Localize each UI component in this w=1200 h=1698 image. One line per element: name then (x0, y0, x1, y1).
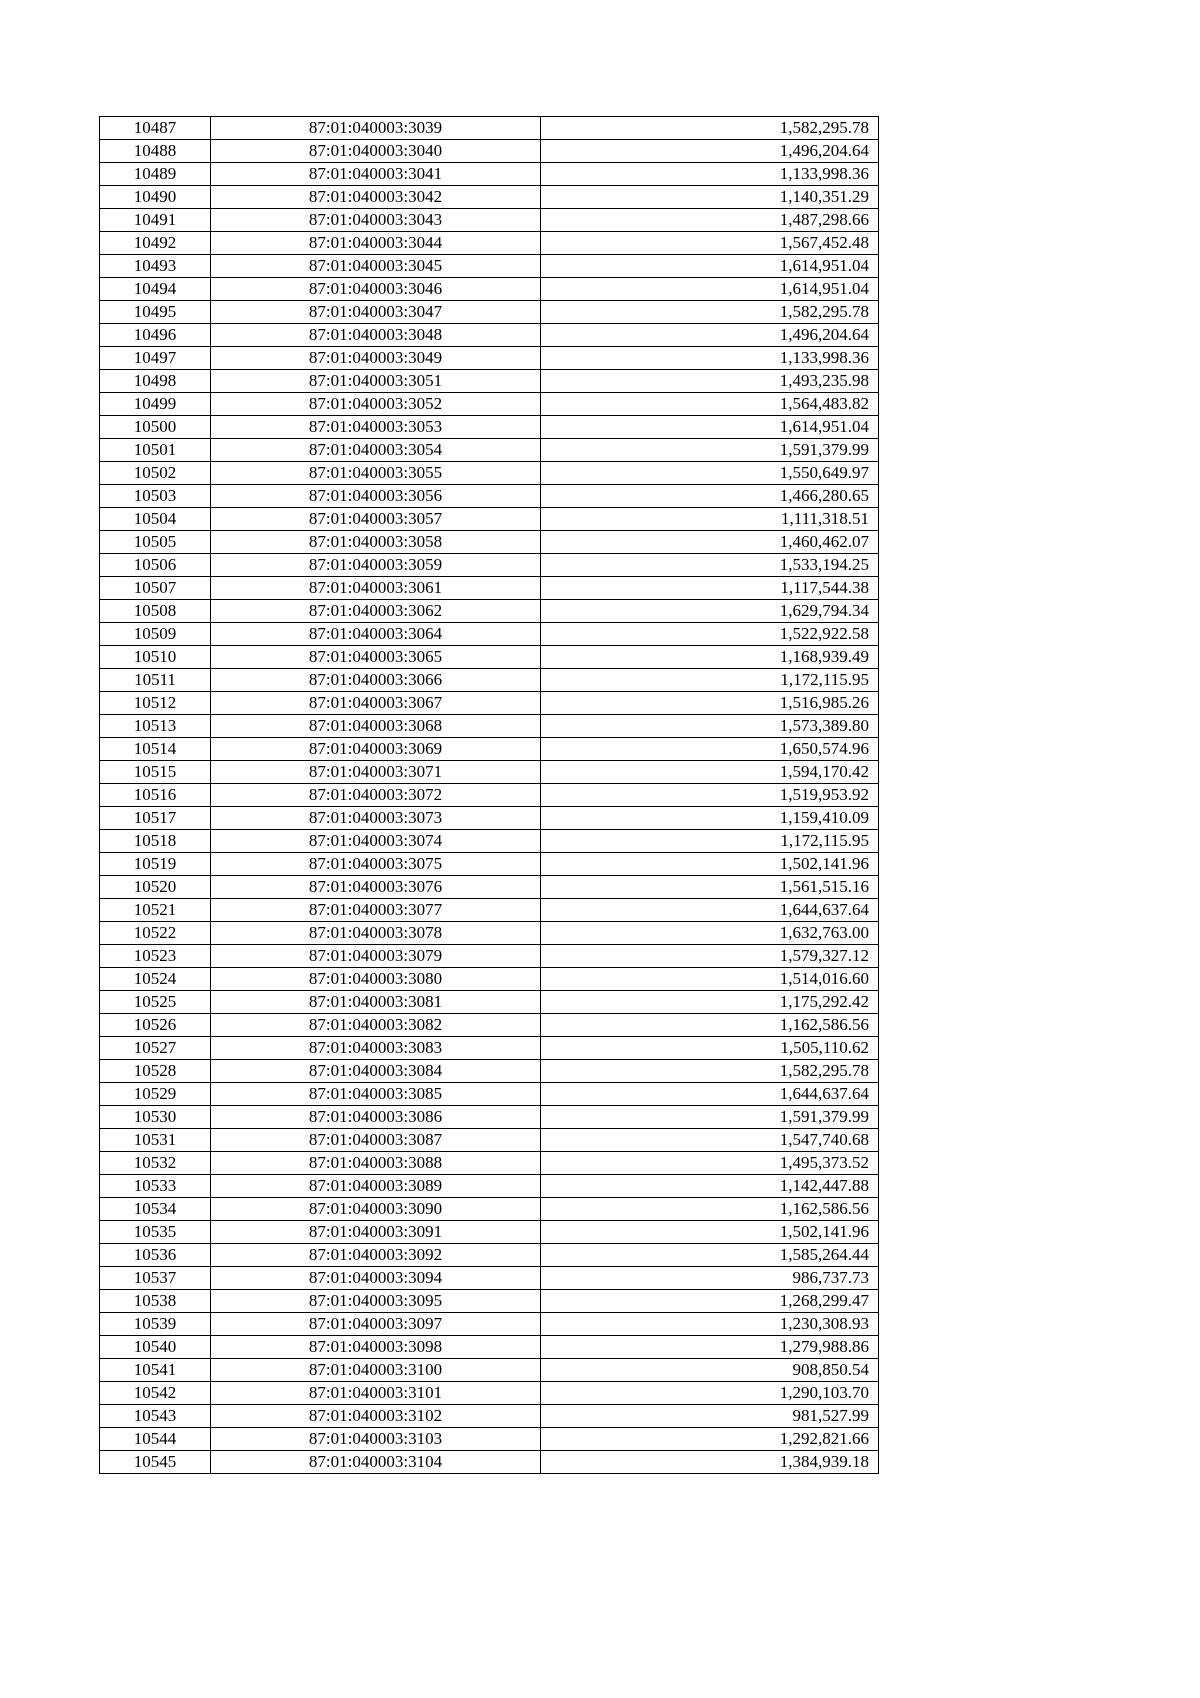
row-number-cell: 10491 (100, 209, 211, 232)
table-row (100, 508, 879, 531)
cadastral-number-cell: 87:01:040003:3074 (211, 830, 541, 853)
row-number-cell: 10511 (100, 669, 211, 692)
row-number-cell: 10510 (100, 646, 211, 669)
row-number-cell: 10531 (100, 1129, 211, 1152)
table-row (100, 738, 879, 761)
cadastral-value-cell: 1,561,515.16 (541, 876, 879, 899)
cadastral-number-cell: 87:01:040003:3051 (211, 370, 541, 393)
table-row (100, 186, 879, 209)
cadastral-value-cell: 1,514,016.60 (541, 968, 879, 991)
cadastral-value-cell: 1,550,649.97 (541, 462, 879, 485)
cadastral-value-cell: 1,172,115.95 (541, 669, 879, 692)
row-number-cell: 10500 (100, 416, 211, 439)
cadastral-value-cell: 1,582,295.78 (541, 301, 879, 324)
cadastral-value-cell: 1,172,115.95 (541, 830, 879, 853)
table-row (100, 1359, 879, 1382)
cadastral-value-cell: 1,591,379.99 (541, 1106, 879, 1129)
row-number-cell: 10533 (100, 1175, 211, 1198)
cadastral-number-cell: 87:01:040003:3056 (211, 485, 541, 508)
row-number-cell: 10501 (100, 439, 211, 462)
cadastral-number-cell: 87:01:040003:3065 (211, 646, 541, 669)
cadastral-value-cell: 1,175,292.42 (541, 991, 879, 1014)
cadastral-value-cell: 1,142,447.88 (541, 1175, 879, 1198)
row-number-cell: 10489 (100, 163, 211, 186)
row-number-cell: 10517 (100, 807, 211, 830)
cadastral-number-cell: 87:01:040003:3097 (211, 1313, 541, 1336)
table-row (100, 807, 879, 830)
cadastral-number-cell: 87:01:040003:3094 (211, 1267, 541, 1290)
cadastral-number-cell: 87:01:040003:3090 (211, 1198, 541, 1221)
table-row (100, 209, 879, 232)
row-number-cell: 10535 (100, 1221, 211, 1244)
table-row (100, 347, 879, 370)
cadastral-number-cell: 87:01:040003:3055 (211, 462, 541, 485)
table-row (100, 577, 879, 600)
cadastral-number-cell: 87:01:040003:3098 (211, 1336, 541, 1359)
row-number-cell: 10516 (100, 784, 211, 807)
cadastral-number-cell: 87:01:040003:3061 (211, 577, 541, 600)
cadastral-value-cell: 1,579,327.12 (541, 945, 879, 968)
row-number-cell: 10503 (100, 485, 211, 508)
cadastral-number-cell: 87:01:040003:3049 (211, 347, 541, 370)
table-row (100, 370, 879, 393)
cadastral-value-cell: 1,111,318.51 (541, 508, 879, 531)
cadastral-value-cell: 1,133,998.36 (541, 347, 879, 370)
cadastral-value-cell: 1,522,922.58 (541, 623, 879, 646)
row-number-cell: 10527 (100, 1037, 211, 1060)
cadastral-value-cell: 1,290,103.70 (541, 1382, 879, 1405)
cadastral-value-cell: 1,168,939.49 (541, 646, 879, 669)
cadastral-value-cell: 1,516,985.26 (541, 692, 879, 715)
table-row (100, 1451, 879, 1474)
table-row (100, 1060, 879, 1083)
cadastral-value-cell: 981,527.99 (541, 1405, 879, 1428)
table-row (100, 899, 879, 922)
row-number-cell: 10526 (100, 1014, 211, 1037)
cadastral-number-cell: 87:01:040003:3086 (211, 1106, 541, 1129)
cadastral-value-cell: 1,140,351.29 (541, 186, 879, 209)
cadastral-value-cell: 1,582,295.78 (541, 117, 879, 140)
cadastral-value-cell: 1,493,235.98 (541, 370, 879, 393)
cadastral-value-cell: 1,460,462.07 (541, 531, 879, 554)
row-number-cell: 10540 (100, 1336, 211, 1359)
cadastral-number-cell: 87:01:040003:3079 (211, 945, 541, 968)
cadastral-number-cell: 87:01:040003:3082 (211, 1014, 541, 1037)
cadastral-number-cell: 87:01:040003:3089 (211, 1175, 541, 1198)
row-number-cell: 10545 (100, 1451, 211, 1474)
cadastral-number-cell: 87:01:040003:3058 (211, 531, 541, 554)
cadastral-number-cell: 87:01:040003:3088 (211, 1152, 541, 1175)
cadastral-value-cell: 1,629,794.34 (541, 600, 879, 623)
row-number-cell: 10543 (100, 1405, 211, 1428)
cadastral-value-cell: 1,644,637.64 (541, 899, 879, 922)
row-number-cell: 10515 (100, 761, 211, 784)
cadastral-value-cell: 1,582,295.78 (541, 1060, 879, 1083)
cadastral-number-cell: 87:01:040003:3077 (211, 899, 541, 922)
row-number-cell: 10522 (100, 922, 211, 945)
cadastral-number-cell: 87:01:040003:3071 (211, 761, 541, 784)
table-row (100, 784, 879, 807)
cadastral-number-cell: 87:01:040003:3041 (211, 163, 541, 186)
cadastral-value-cell: 1,585,264.44 (541, 1244, 879, 1267)
cadastral-number-cell: 87:01:040003:3042 (211, 186, 541, 209)
table-row (100, 1152, 879, 1175)
row-number-cell: 10520 (100, 876, 211, 899)
cadastral-number-cell: 87:01:040003:3067 (211, 692, 541, 715)
table-row (100, 761, 879, 784)
cadastral-value-cell: 1,564,483.82 (541, 393, 879, 416)
cadastral-number-cell: 87:01:040003:3095 (211, 1290, 541, 1313)
row-number-cell: 10512 (100, 692, 211, 715)
cadastral-number-cell: 87:01:040003:3087 (211, 1129, 541, 1152)
cadastral-number-cell: 87:01:040003:3085 (211, 1083, 541, 1106)
cadastral-number-cell: 87:01:040003:3062 (211, 600, 541, 623)
row-number-cell: 10494 (100, 278, 211, 301)
cadastral-number-cell: 87:01:040003:3080 (211, 968, 541, 991)
table-row (100, 922, 879, 945)
row-number-cell: 10542 (100, 1382, 211, 1405)
cadastral-number-cell: 87:01:040003:3103 (211, 1428, 541, 1451)
row-number-cell: 10504 (100, 508, 211, 531)
cadastral-number-cell: 87:01:040003:3092 (211, 1244, 541, 1267)
row-number-cell: 10507 (100, 577, 211, 600)
row-number-cell: 10490 (100, 186, 211, 209)
cadastral-value-cell: 1,230,308.93 (541, 1313, 879, 1336)
table-row (100, 163, 879, 186)
cadastral-number-cell: 87:01:040003:3084 (211, 1060, 541, 1083)
table-row (100, 876, 879, 899)
cadastral-number-cell: 87:01:040003:3064 (211, 623, 541, 646)
cadastral-value-cell: 1,117,544.38 (541, 577, 879, 600)
cadastral-value-cell: 1,573,389.80 (541, 715, 879, 738)
row-number-cell: 10539 (100, 1313, 211, 1336)
table-row (100, 853, 879, 876)
table-row (100, 1129, 879, 1152)
table-row (100, 531, 879, 554)
cadastral-value-cell: 1,292,821.66 (541, 1428, 879, 1451)
row-number-cell: 10536 (100, 1244, 211, 1267)
cadastral-number-cell: 87:01:040003:3039 (211, 117, 541, 140)
table-row (100, 278, 879, 301)
table-row (100, 554, 879, 577)
table-row (100, 462, 879, 485)
cadastral-number-cell: 87:01:040003:3043 (211, 209, 541, 232)
cadastral-value-cell: 1,487,298.66 (541, 209, 879, 232)
cadastral-number-cell: 87:01:040003:3066 (211, 669, 541, 692)
cadastral-number-cell: 87:01:040003:3068 (211, 715, 541, 738)
cadastral-number-cell: 87:01:040003:3054 (211, 439, 541, 462)
row-number-cell: 10518 (100, 830, 211, 853)
row-number-cell: 10487 (100, 117, 211, 140)
row-number-cell: 10497 (100, 347, 211, 370)
table-row (100, 117, 879, 140)
cadastral-value-cell: 1,614,951.04 (541, 416, 879, 439)
table-row (100, 393, 879, 416)
cadastral-value-cell: 1,533,194.25 (541, 554, 879, 577)
table-row (100, 646, 879, 669)
cadastral-value-cell: 1,466,280.65 (541, 485, 879, 508)
cadastral-number-cell: 87:01:040003:3047 (211, 301, 541, 324)
row-number-cell: 10509 (100, 623, 211, 646)
table-row (100, 1267, 879, 1290)
table-row (100, 439, 879, 462)
cadastral-value-cell: 1,162,586.56 (541, 1198, 879, 1221)
row-number-cell: 10499 (100, 393, 211, 416)
cadastral-number-cell: 87:01:040003:3075 (211, 853, 541, 876)
cadastral-value-cell: 1,519,953.92 (541, 784, 879, 807)
table-row (100, 830, 879, 853)
cadastral-number-cell: 87:01:040003:3048 (211, 324, 541, 347)
row-number-cell: 10496 (100, 324, 211, 347)
row-number-cell: 10530 (100, 1106, 211, 1129)
table-row (100, 1313, 879, 1336)
table-body (100, 117, 879, 1474)
row-number-cell: 10529 (100, 1083, 211, 1106)
table-row (100, 1198, 879, 1221)
cadastral-number-cell: 87:01:040003:3045 (211, 255, 541, 278)
row-number-cell: 10519 (100, 853, 211, 876)
cadastral-value-cell: 1,614,951.04 (541, 255, 879, 278)
table-row (100, 255, 879, 278)
cadastral-number-cell: 87:01:040003:3076 (211, 876, 541, 899)
table-row (100, 1221, 879, 1244)
table-row (100, 1290, 879, 1313)
cadastral-number-cell: 87:01:040003:3072 (211, 784, 541, 807)
cadastral-number-cell: 87:01:040003:3040 (211, 140, 541, 163)
table-row (100, 715, 879, 738)
row-number-cell: 10488 (100, 140, 211, 163)
row-number-cell: 10534 (100, 1198, 211, 1221)
cadastral-number-cell: 87:01:040003:3057 (211, 508, 541, 531)
table-row (100, 1428, 879, 1451)
cadastral-value-cell: 908,850.54 (541, 1359, 879, 1382)
cadastral-value-cell: 1,614,951.04 (541, 278, 879, 301)
table-row (100, 1405, 879, 1428)
cadastral-number-cell: 87:01:040003:3053 (211, 416, 541, 439)
table-row (100, 1083, 879, 1106)
cadastral-value-cell: 1,496,204.64 (541, 324, 879, 347)
cadastral-number-cell: 87:01:040003:3044 (211, 232, 541, 255)
row-number-cell: 10524 (100, 968, 211, 991)
cadastral-value-cell: 1,162,586.56 (541, 1014, 879, 1037)
cadastral-value-cell: 1,495,373.52 (541, 1152, 879, 1175)
cadastral-value-cell: 1,133,998.36 (541, 163, 879, 186)
table-row (100, 1382, 879, 1405)
row-number-cell: 10492 (100, 232, 211, 255)
table-row (100, 692, 879, 715)
row-number-cell: 10523 (100, 945, 211, 968)
cadastral-number-cell: 87:01:040003:3059 (211, 554, 541, 577)
table-row (100, 1175, 879, 1198)
cadastral-number-cell: 87:01:040003:3100 (211, 1359, 541, 1382)
cadastral-value-cell: 1,496,204.64 (541, 140, 879, 163)
cadastral-number-cell: 87:01:040003:3073 (211, 807, 541, 830)
table-row (100, 232, 879, 255)
row-number-cell: 10498 (100, 370, 211, 393)
table-row (100, 1336, 879, 1359)
row-number-cell: 10538 (100, 1290, 211, 1313)
row-number-cell: 10493 (100, 255, 211, 278)
cadastral-value-cell: 1,159,410.09 (541, 807, 879, 830)
row-number-cell: 10495 (100, 301, 211, 324)
table-row (100, 416, 879, 439)
row-number-cell: 10514 (100, 738, 211, 761)
cadastral-value-cell: 1,632,763.00 (541, 922, 879, 945)
cadastral-value-cell: 1,650,574.96 (541, 738, 879, 761)
row-number-cell: 10525 (100, 991, 211, 1014)
cadastral-value-cell: 1,594,170.42 (541, 761, 879, 784)
table-row (100, 669, 879, 692)
row-number-cell: 10544 (100, 1428, 211, 1451)
row-number-cell: 10505 (100, 531, 211, 554)
row-number-cell: 10521 (100, 899, 211, 922)
cadastral-value-cell: 986,737.73 (541, 1267, 879, 1290)
table-row (100, 1014, 879, 1037)
cadastral-value-cell: 1,591,379.99 (541, 439, 879, 462)
table-row (100, 1106, 879, 1129)
table-row (100, 1244, 879, 1267)
cadastral-number-cell: 87:01:040003:3069 (211, 738, 541, 761)
row-number-cell: 10537 (100, 1267, 211, 1290)
cadastral-number-cell: 87:01:040003:3046 (211, 278, 541, 301)
cadastral-value-cell: 1,279,988.86 (541, 1336, 879, 1359)
row-number-cell: 10513 (100, 715, 211, 738)
cadastral-number-cell: 87:01:040003:3091 (211, 1221, 541, 1244)
cadastral-number-cell: 87:01:040003:3102 (211, 1405, 541, 1428)
table-row (100, 324, 879, 347)
cadastral-value-cell: 1,268,299.47 (541, 1290, 879, 1313)
table-row (100, 945, 879, 968)
cadastral-value-cell: 1,505,110.62 (541, 1037, 879, 1060)
table-row (100, 301, 879, 324)
table-row (100, 968, 879, 991)
row-number-cell: 10528 (100, 1060, 211, 1083)
table-row (100, 140, 879, 163)
table-row (100, 991, 879, 1014)
table-row (100, 1037, 879, 1060)
cadastral-value-cell: 1,567,452.48 (541, 232, 879, 255)
cadastral-value-cell: 1,502,141.96 (541, 853, 879, 876)
table-row (100, 485, 879, 508)
table-row (100, 600, 879, 623)
cadastral-number-cell: 87:01:040003:3052 (211, 393, 541, 416)
cadastral-number-cell: 87:01:040003:3078 (211, 922, 541, 945)
cadastral-value-cell: 1,547,740.68 (541, 1129, 879, 1152)
cadastral-number-cell: 87:01:040003:3083 (211, 1037, 541, 1060)
row-number-cell: 10502 (100, 462, 211, 485)
cadastral-value-cell: 1,384,939.18 (541, 1451, 879, 1474)
cadastral-number-cell: 87:01:040003:3104 (211, 1451, 541, 1474)
table-row (100, 623, 879, 646)
cadastral-number-cell: 87:01:040003:3081 (211, 991, 541, 1014)
cadastral-value-table (99, 116, 879, 1474)
row-number-cell: 10532 (100, 1152, 211, 1175)
cadastral-value-cell: 1,644,637.64 (541, 1083, 879, 1106)
row-number-cell: 10508 (100, 600, 211, 623)
row-number-cell: 10541 (100, 1359, 211, 1382)
cadastral-number-cell: 87:01:040003:3101 (211, 1382, 541, 1405)
row-number-cell: 10506 (100, 554, 211, 577)
cadastral-value-cell: 1,502,141.96 (541, 1221, 879, 1244)
